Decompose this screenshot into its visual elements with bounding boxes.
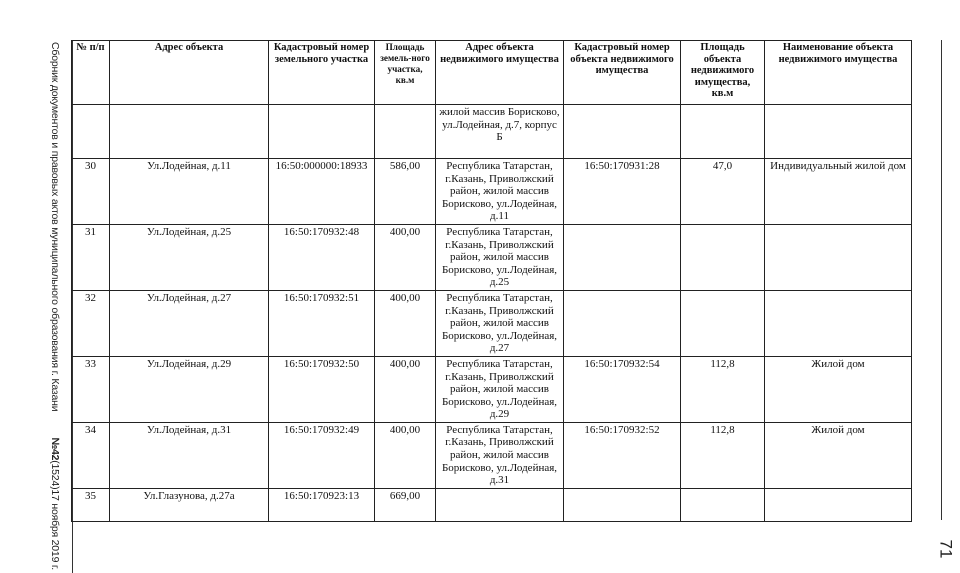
cell-property-cadastral: [564, 105, 681, 159]
header-land-area: Площадь земель-ного участка, кв.м: [375, 41, 436, 105]
table-row: [72, 159, 912, 225]
cell-land-area: [375, 105, 436, 159]
cell-property-cadastral: 16:50:170932:52: [564, 422, 681, 488]
header-property-address: Адрес объекта недвижимого имущества: [436, 41, 564, 105]
cell-property-address: жилой массив Борисково, ул.Лодейная, д.7, корпус Б: [436, 105, 564, 159]
cell-land-cadastral: 16:50:170923:13: [269, 488, 375, 521]
cell-land-area: 400,00: [375, 290, 436, 356]
cell-land-area: 400,00: [375, 224, 436, 290]
issue-number: №42: [49, 437, 61, 461]
collection-title: Сборник документов и правовых актов муниципального образования г. Казани: [49, 42, 61, 412]
table-row: [72, 488, 912, 521]
cell-property-name: Индивидуальный жилой дом: [765, 159, 912, 225]
cell-number: 30: [72, 159, 110, 225]
cell-property-name: Жилой дом: [765, 356, 912, 422]
cell-property-name: [765, 290, 912, 356]
cell-property-address: Республика Татарстан, г.Казань, Приволжский район, жилой массив Борисково, ул.Лодейная, д.29: [436, 356, 564, 422]
cell-property-area: [681, 224, 765, 290]
cell-address: Ул.Лодейная, д.27: [110, 290, 269, 356]
header-property-area: Площадь объекта недвижимого имущества, кв.м: [681, 41, 765, 105]
cell-property-area: 47,0: [681, 159, 765, 225]
cell-address: Ул.Лодейная, д.29: [110, 356, 269, 422]
table-row: [72, 290, 912, 356]
cell-land-cadastral: 16:50:170932:48: [269, 224, 375, 290]
table-row: [72, 224, 912, 290]
cell-land-cadastral: 16:50:170932:49: [269, 422, 375, 488]
page-number: 71: [935, 539, 955, 559]
cell-address: Ул.Лодейная, д.31: [110, 422, 269, 488]
cell-property-name: [765, 105, 912, 159]
cell-property-name: [765, 488, 912, 521]
cell-property-cadastral: 16:50:170932:54: [564, 356, 681, 422]
header-property-name: Наименование объекта недвижимого имущества: [765, 41, 912, 105]
cell-land-cadastral: 16:50:170932:50: [269, 356, 375, 422]
header-address: Адрес объекта: [110, 41, 269, 105]
cell-property-cadastral: [564, 488, 681, 521]
header-property-cadastral: Кадастровый номер объекта недвижимого имущества: [564, 41, 681, 105]
cell-property-area: 112,8: [681, 356, 765, 422]
cell-land-cadastral: 16:50:170932:51: [269, 290, 375, 356]
cell-land-area: 586,00: [375, 159, 436, 225]
cell-address: Ул.Лодейная, д.25: [110, 224, 269, 290]
cell-property-address: Республика Татарстан, г.Казань, Приволжский район, жилой массив Борисково, ул.Лодейная, д.31: [436, 422, 564, 488]
cell-number: 35: [72, 488, 110, 521]
table-row-continuation: [72, 105, 912, 159]
cell-property-address: Республика Татарстан, г.Казань, Приволжский район, жилой массив Борисково, ул.Лодейная, д.25: [436, 224, 564, 290]
cell-number: 32: [72, 290, 110, 356]
cell-land-area: 669,00: [375, 488, 436, 521]
table-row: [72, 422, 912, 488]
cell-land-area: 400,00: [375, 422, 436, 488]
cell-land-cadastral: 16:50:000000:18933: [269, 159, 375, 225]
cell-number: 33: [72, 356, 110, 422]
cell-property-cadastral: 16:50:170931:28: [564, 159, 681, 225]
cell-number: 31: [72, 224, 110, 290]
issue-info: [44, 437, 66, 570]
cell-property-address: Республика Татарстан, г.Казань, Приволжский район, жилой массив Борисково, ул.Лодейная, д.11: [436, 159, 564, 225]
cell-number: 34: [72, 422, 110, 488]
cell-property-name: Жилой дом: [765, 422, 912, 488]
cell-property-area: [681, 105, 765, 159]
cell-number: [72, 105, 110, 159]
cell-address: Ул.Глазунова, д.27а: [110, 488, 269, 521]
property-table: [71, 40, 912, 522]
cell-land-cadastral: [269, 105, 375, 159]
header-number: № п/п: [72, 41, 110, 105]
cell-property-cadastral: [564, 290, 681, 356]
cell-land-area: 400,00: [375, 356, 436, 422]
cell-property-area: [681, 488, 765, 521]
header-land-cadastral: Кадастровый номер земельного участка: [269, 41, 375, 105]
issue-details: (1524)17 ноября 2019 г.: [49, 460, 61, 570]
cell-property-address: Республика Татарстан, г.Казань, Приволжский район, жилой массив Борисково, ул.Лодейная, д.27: [436, 290, 564, 356]
table-header-row: [72, 41, 912, 105]
table-row: [72, 356, 912, 422]
cell-property-address: [436, 488, 564, 521]
cell-property-cadastral: [564, 224, 681, 290]
cell-property-area: 112,8: [681, 422, 765, 488]
side-caption: [44, 42, 66, 570]
cell-address: [110, 105, 269, 159]
cell-address: Ул.Лодейная, д.11: [110, 159, 269, 225]
right-margin-rule: [941, 40, 942, 520]
cell-property-area: [681, 290, 765, 356]
cell-property-name: [765, 224, 912, 290]
